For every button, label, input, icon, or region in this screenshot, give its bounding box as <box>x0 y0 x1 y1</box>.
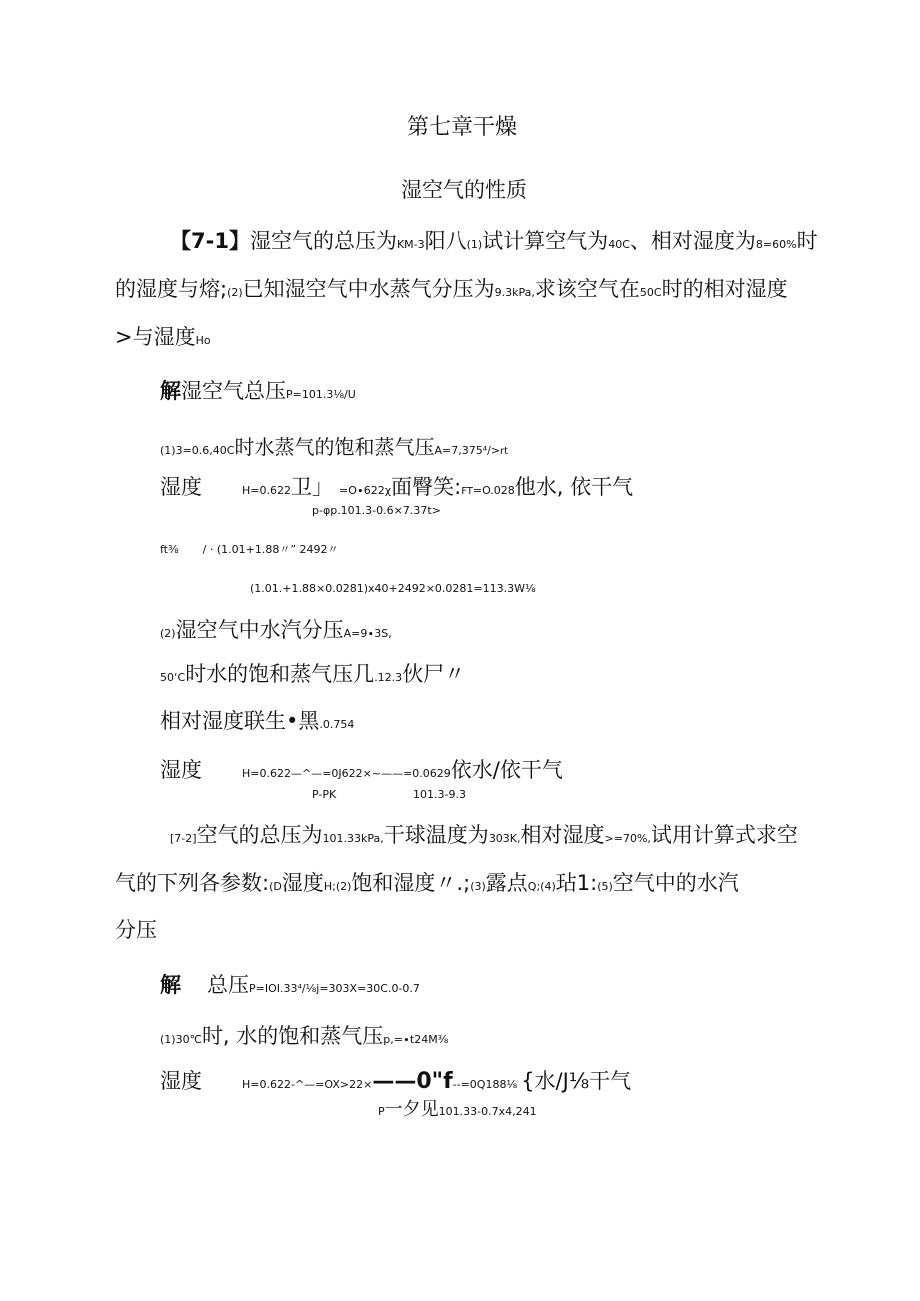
problem-7-2-line-1 <box>170 825 815 846</box>
text: =O∙622χ <box>338 484 392 497</box>
solution-7-1-line-f <box>160 620 392 641</box>
text: FT <box>461 486 473 497</box>
text: 空气的总压为 <box>196 823 323 847</box>
text: / · (1.01+1.88〃” 2492〃 <box>202 543 339 556</box>
text: 相对湿度联生•黑 <box>160 709 320 733</box>
text: 40C <box>608 238 630 251</box>
text: (3) <box>470 880 486 893</box>
text: 时的相对湿度 <box>661 277 788 301</box>
text: --=0Q188⅛ <box>452 1078 518 1091</box>
text: 303K, <box>488 832 521 845</box>
text: 50‘C <box>160 671 186 684</box>
problem-7-1-tag: 【7-1】 <box>170 229 250 253</box>
text: (4) <box>540 880 556 893</box>
text: 分压 <box>115 918 157 942</box>
solution-label: 解 <box>160 973 181 997</box>
text: 50C <box>639 286 662 299</box>
text: 9.3kPa, <box>494 286 535 299</box>
text: p,=∙t24M⅜ <box>383 1033 449 1046</box>
text: 试用计算式求空 <box>650 823 798 847</box>
solution-7-2-line-c-denominator <box>378 1101 537 1119</box>
text: 时 <box>796 229 818 253</box>
solution-7-1-line-a <box>160 381 356 402</box>
solution-7-2-line-b <box>160 1026 448 1047</box>
solution-7-1-line-i-denominator-2: 101.3-9.3 <box>413 788 466 801</box>
text: 相对湿度 <box>520 823 605 847</box>
text: rt <box>500 446 509 457</box>
text: 101.33-0.7x4,241 <box>438 1105 537 1118</box>
text: 干球温度为 <box>383 823 489 847</box>
text: H=0.622-^—=OX>22× <box>242 1078 373 1091</box>
text: 空气中的水汽 <box>612 871 739 895</box>
text: =O.028 <box>472 484 515 497</box>
solution-7-1-line-c <box>160 477 633 498</box>
text: P=IOI.33⁴∕⅛j=303X=30C.0-0.7 <box>249 982 420 995</box>
text: (2) <box>227 286 243 299</box>
text: 阳八 <box>424 229 467 253</box>
solution-7-1-line-g <box>160 664 465 685</box>
text: A=7,375⁴∕> <box>434 444 501 457</box>
problem-7-2-line-3 <box>115 920 815 941</box>
text: 8=60% <box>755 238 797 251</box>
text: 依水/依干气 <box>450 758 563 782</box>
text: P=101.3⅛∕U <box>286 388 356 401</box>
text: 求该空气在 <box>534 277 640 301</box>
text: 已知湿空气中水蒸气分压为 <box>242 277 495 301</box>
text: 湿空气的总压为 <box>249 229 397 253</box>
chapter-title: 第七章干燥 <box>407 115 518 140</box>
text: H=0.622 <box>242 484 291 497</box>
solution-7-1-line-i <box>160 760 563 781</box>
text: Ho <box>195 334 211 347</box>
text: .12.3 <box>374 671 403 684</box>
text: 湿空气中水汽分压 <box>175 618 344 642</box>
text: H=0.622—^—=0J622×~——=0.0629 <box>242 767 451 780</box>
text: 时水蒸气的饱和蒸气压 <box>234 435 435 459</box>
text: 试计算空气为 <box>482 229 609 253</box>
text: 总压 <box>207 973 249 997</box>
text: 湿度 <box>160 758 202 782</box>
text: >与湿度 <box>115 325 196 349</box>
text: .0.754 <box>319 718 355 731</box>
solution-7-1-line-e: (1.01.+1.88×0.0281)x40+2492×0.0281=113.3W⅛ <box>250 582 536 595</box>
text: P <box>378 1105 385 1118</box>
text: {水/J⅛干气 <box>521 1069 632 1093</box>
solution-7-1-line-h <box>160 711 354 732</box>
text: 湿空气总压 <box>181 379 286 403</box>
text: 时水的饱和蒸气压几 <box>185 662 375 686</box>
text: 湿度 <box>160 475 202 499</box>
solution-label: 解 <box>160 379 181 403</box>
problem-7-1-line-2 <box>115 279 815 300</box>
text: 他水, 依干气 <box>514 475 634 499</box>
text: 101.33kPa, <box>322 832 384 845</box>
solution-7-1-line-c-denominator: p-φp.101.3-0.6×7.37t> <box>312 504 441 517</box>
solution-7-1-line-d <box>160 544 339 555</box>
text: (1)3=0.6,40C <box>160 444 235 457</box>
text: ——0"f <box>372 1069 453 1094</box>
text: (D <box>269 880 282 893</box>
text: 玷1: <box>555 871 598 895</box>
solution-7-1-line-i-denominator-1: P-PK <box>312 788 337 801</box>
text: 湿度 <box>281 871 324 895</box>
text: 卫」 <box>290 475 333 499</box>
text: 面臀笑: <box>391 475 462 499</box>
text: (2) <box>335 880 352 893</box>
text: KM-3 <box>396 238 425 251</box>
problem-7-1-line-3 <box>115 327 815 348</box>
text: 的湿度与熔; <box>115 277 228 301</box>
text: Q; <box>527 880 541 893</box>
text: (1) <box>466 238 483 251</box>
text: ft⅜ <box>160 543 179 556</box>
text: >=70%, <box>604 832 651 845</box>
text: 露点 <box>485 871 528 895</box>
text: (5) <box>597 880 613 893</box>
section-title: 湿空气的性质 <box>401 178 527 202</box>
text: A=9∙3S, <box>343 627 392 640</box>
solution-7-2-line-c <box>160 1071 631 1093</box>
text: 时, 水的饱和蒸气压 <box>201 1024 384 1048</box>
text: [7-2] <box>170 832 197 845</box>
text: 一夕见 <box>384 1099 439 1120</box>
problem-7-2-line-2 <box>115 873 815 894</box>
text: (2) <box>160 627 176 640</box>
solution-7-1-line-b <box>160 437 508 457</box>
text: 、相对湿度为 <box>629 229 756 253</box>
text: H; <box>323 880 336 893</box>
text: 伙尸〃 <box>402 662 466 686</box>
text: 湿度 <box>160 1069 202 1093</box>
solution-7-2-line-a <box>160 975 420 996</box>
problem-7-1-line-1 <box>170 229 818 253</box>
text: 气的下列各参数: <box>115 871 270 895</box>
text: 饱和湿度〃.; <box>351 871 471 895</box>
text: (1)30℃ <box>160 1033 202 1046</box>
